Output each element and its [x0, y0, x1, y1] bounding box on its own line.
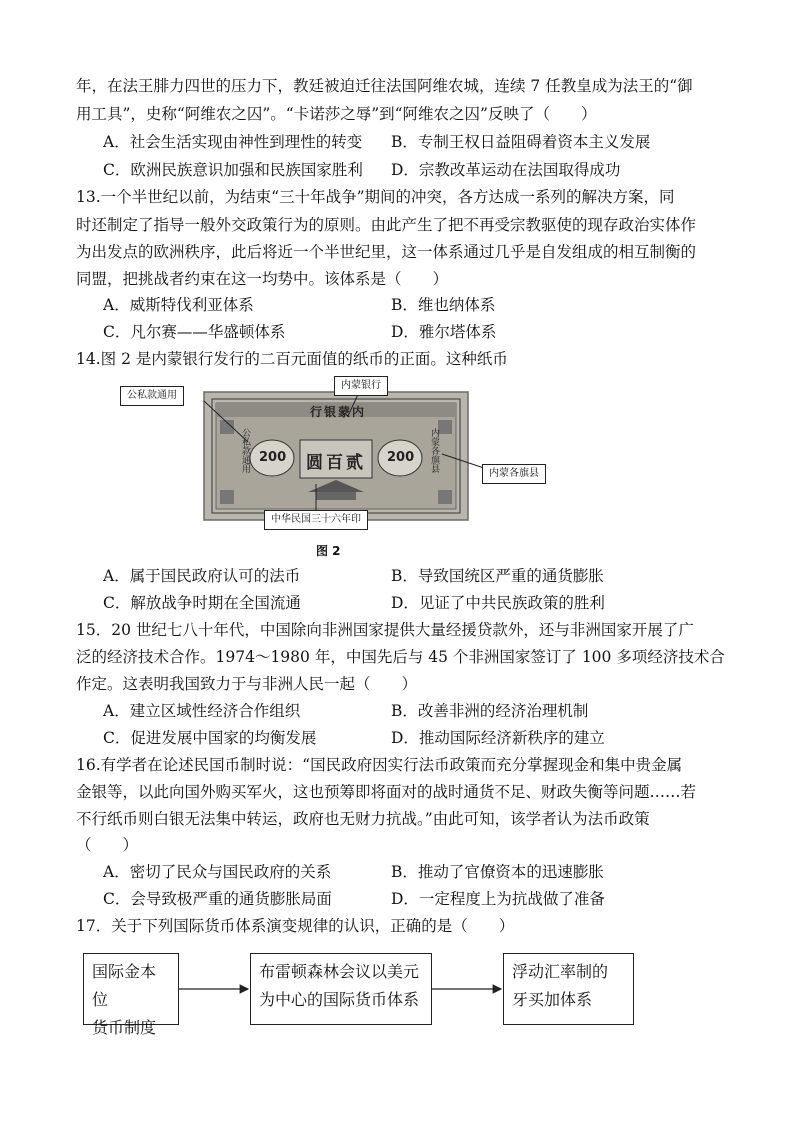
q12-option-d[interactable]: D．宗教改革运动在法国取得成功 — [391, 161, 621, 179]
flow-box-bretton-woods: 布雷顿森林会议以美元 为中心的国际货币体系 — [250, 953, 432, 1025]
q14-option-b[interactable]: B．导致国统区严重的通货膨胀 — [391, 567, 604, 585]
q15-option-c[interactable]: C．促进发展中国家的均衡发展 — [103, 729, 317, 747]
banknote-center-text: 圆百贰 — [306, 453, 366, 473]
q14-option-d[interactable]: D．见证了中共民族政策的胜利 — [391, 594, 605, 612]
q16-option-d[interactable]: D．一定程度上为抗战做了准备 — [391, 890, 605, 908]
q12-option-a[interactable]: A．社会生活实现由神性到理性的转变 — [103, 133, 363, 151]
q13-option-b[interactable]: B．维也纳体系 — [391, 296, 496, 314]
q14-stem-line1: 14.图 2 是内蒙银行发行的二百元面值的纸币的正面。这种纸币 — [76, 350, 508, 368]
flow-box-gold-standard: 国际金本位 货币制度 — [83, 953, 179, 1025]
q16-stem-line4: （ ） — [76, 836, 139, 854]
q15-option-d[interactable]: D．推动国际经济新秩序的建立 — [391, 729, 605, 747]
q15-stem-line3: 作定。这表明我国致力于与非洲人民一起（ ） — [76, 675, 418, 693]
q13-option-a[interactable]: A．威斯特伐利亚体系 — [103, 296, 254, 314]
q12-option-b[interactable]: B．专制王权日益阻碍着资本主义发展 — [391, 133, 651, 151]
q13-stem-line1: 13.一个半世纪以前，为结束“三十年战争”期间的冲突，各方达成一系列的解决方案，同 — [76, 188, 675, 206]
q16-option-b[interactable]: B．推动了官僚资本的迅速膨胀 — [391, 863, 604, 881]
flow-box-jamaica-system: 浮动汇率制的 牙买加体系 — [503, 953, 634, 1025]
q13-stem-line3: 为出发点的欧洲秩序，此后将近一个半世纪里，这一体系通过几乎是自发组成的相互制衡的 — [76, 243, 697, 261]
q15-stem-line2: 泛的经济技术合作。1974～1980 年，中国先后与 45 个非洲国家签订了 100 多项经济技术合 — [76, 648, 725, 666]
q16-stem-line3: 不行纸币则白银无法集中转运，政府也无财力抗战。”由此可知，该学者认为法币政策 — [76, 810, 650, 828]
q12-option-c[interactable]: C．欧洲民族意识加强和民族国家胜利 — [103, 161, 363, 179]
q16-option-a[interactable]: A．密切了民众与国民政府的关系 — [103, 863, 332, 881]
callout-bank-name: 内蒙银行 — [334, 376, 388, 396]
q14-option-a[interactable]: A．属于国民政府认可的法币 — [103, 567, 301, 585]
banknote-title: 行银蒙内 — [310, 405, 367, 419]
banknote-figure — [112, 372, 572, 540]
figure-caption: 图 2 — [316, 544, 341, 558]
q12-stem-line1: 年，在法王腓力四世的压力下，教廷被迫迁往法国阿维农城，连续 7 任教皇成为法王的“御 — [76, 77, 693, 95]
q16-option-c[interactable]: C．会导致极严重的通货膨胀局面 — [103, 890, 332, 908]
callout-banners: 内蒙各旗县 — [482, 464, 546, 484]
q14-option-c[interactable]: C．解放战争时期在全国流通 — [103, 594, 301, 612]
q16-stem-line1: 16.有学者在论述民国币制时说：“国民政府因实行法币政策而充分掌握现金和集中贵金属 — [76, 756, 683, 774]
banknote-right-vertical: 内蒙各旗县 — [429, 428, 439, 473]
q15-option-b[interactable]: B．改善非洲的经济治理机制 — [391, 702, 589, 720]
q12-stem-line2: 用工具”，史称“阿维农之囚”。“卡诺莎之辱”到“阿维农之囚”反映了（ ） — [76, 105, 597, 123]
q13-option-d[interactable]: D．雅尔塔体系 — [391, 323, 497, 341]
q13-stem-line4: 同盟，把挑战者约束在这一均势中。该体系是（ ） — [76, 270, 449, 288]
q15-stem-line1: 15．20 世纪七八十年代，中国除向非洲国家提供大量经援贷款外，还与非洲国家开展了广 — [76, 621, 694, 639]
q15-option-a[interactable]: A．建立区域性经济合作组织 — [103, 702, 301, 720]
q17-stem-line1: 17．关于下列国际货币体系演变规律的认识，正确的是（ ） — [76, 917, 515, 935]
callout-gongsi: 公私款通用 — [120, 386, 184, 406]
q13-option-c[interactable]: C．凡尔赛——华盛顿体系 — [103, 323, 286, 341]
banknote-left-vertical: 公私款通用 — [240, 428, 250, 473]
q13-stem-line2: 时还制定了指导一般外交政策行为的原则。由此产生了把不再受宗教驱使的现存政治实体作 — [76, 216, 697, 234]
q16-stem-line2: 金银等，以此向国外购买军火，这也预筹即将面对的战时通货不足、财政失衡等问题……若 — [76, 783, 697, 801]
banknote-denomination-left: 200 — [259, 450, 287, 465]
callout-print-year: 中华民国三十六年印 — [264, 510, 368, 530]
banknote-denomination-right: 200 — [387, 450, 415, 465]
